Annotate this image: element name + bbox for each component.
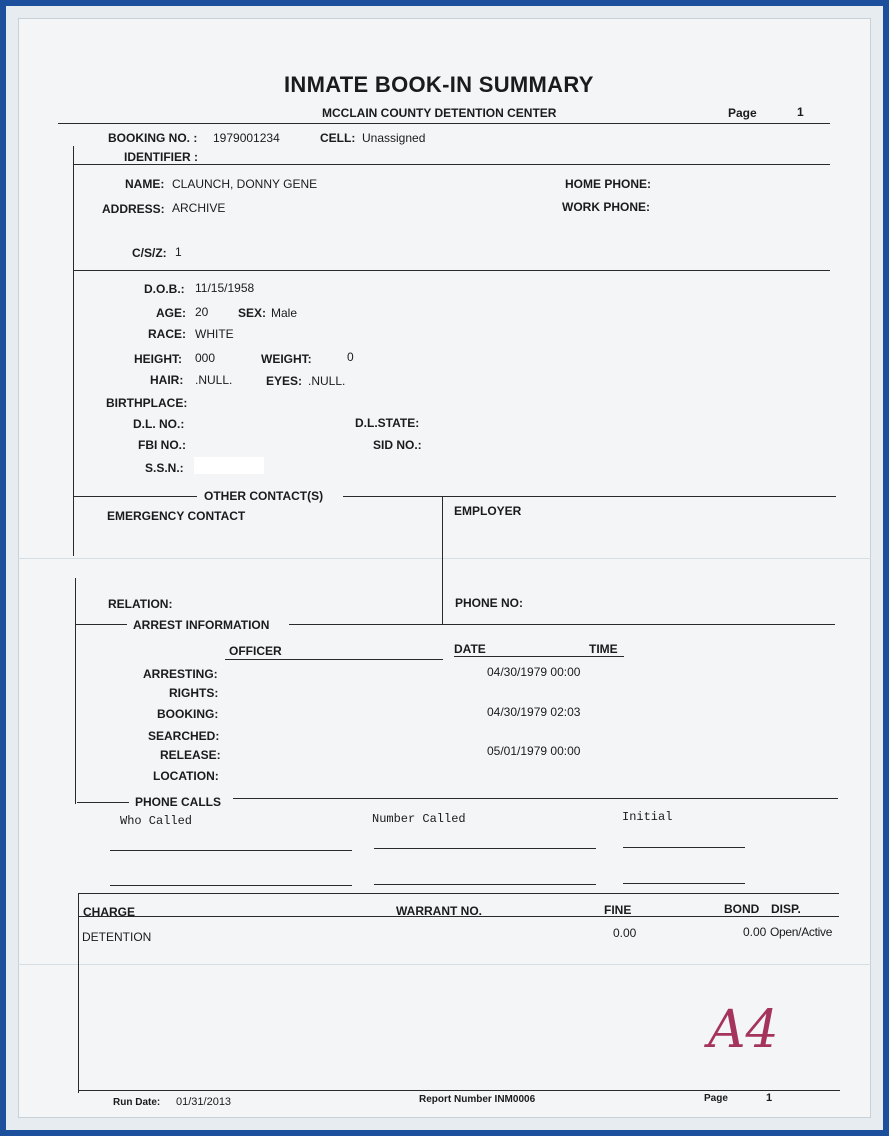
booking-datetime: 04/30/1979 02:03 (487, 705, 581, 719)
rule (73, 164, 830, 165)
rule (289, 624, 835, 625)
footer-page-label: Page (704, 1093, 728, 1104)
rule (78, 916, 839, 917)
left-border (73, 146, 74, 556)
initial-line (623, 847, 745, 848)
dob-label: D.O.B.: (144, 282, 185, 296)
run-date-label: Run Date: (113, 1097, 161, 1108)
work-phone-label: WORK PHONE: (562, 200, 650, 214)
searched-label: SEARCHED: (148, 729, 220, 743)
home-phone-label: HOME PHONE: (565, 177, 652, 191)
rights-label: RIGHTS: (169, 686, 219, 700)
rule (77, 802, 129, 803)
initial-line (623, 883, 745, 884)
arresting-datetime: 04/30/1979 00:00 (487, 665, 581, 679)
warrant-header: WARRANT NO. (396, 904, 482, 918)
eyes-value: .NULL. (308, 374, 346, 388)
facility-name: MCCLAIN COUNTY DETENTION CENTER (322, 106, 557, 120)
bond-header: BOND (724, 902, 760, 916)
fine-header: FINE (604, 903, 632, 917)
bond-cell: 0.00 (743, 925, 767, 939)
name-value: CLAUNCH, DONNY GENE (172, 177, 318, 191)
report-number: Report Number INM0006 (419, 1094, 536, 1105)
fbi-no-label: FBI NO.: (138, 438, 186, 452)
age-value: 20 (195, 305, 209, 319)
page-label: Page (728, 106, 757, 120)
ssn-redaction (194, 457, 264, 474)
fold-line (18, 558, 871, 559)
rule (343, 496, 836, 497)
other-contacts-title: OTHER CONTACT(S) (204, 489, 324, 503)
footer-page-number: 1 (766, 1092, 773, 1104)
relation-label: RELATION: (108, 597, 173, 611)
csz-value: 1 (175, 245, 182, 259)
emergency-contact-label: EMERGENCY CONTACT (107, 509, 246, 523)
hair-label: HAIR: (150, 373, 184, 387)
rule (75, 624, 127, 625)
eyes-label: EYES: (266, 374, 303, 388)
rule (78, 1090, 840, 1091)
rule (454, 656, 624, 657)
rule (78, 893, 839, 894)
dl-no-label: D.L. NO.: (133, 417, 185, 431)
height-label: HEIGHT: (134, 352, 182, 366)
weight-value: 0 (347, 350, 354, 364)
address-label: ADDRESS: (102, 202, 165, 216)
left-border (75, 578, 76, 628)
release-datetime: 05/01/1979 00:00 (487, 744, 581, 758)
arresting-label: ARRESTING: (143, 667, 218, 681)
number-called-line (374, 848, 596, 849)
document-page (18, 18, 871, 1118)
booking-label: BOOKING: (157, 707, 219, 721)
handwritten-annotation: A4 (708, 1000, 779, 1060)
employer-label: EMPLOYER (454, 504, 522, 518)
fold-line (18, 964, 871, 965)
who-called-header: Who Called (120, 814, 193, 828)
sid-no-label: SID NO.: (373, 438, 422, 452)
charge-header: CHARGE (83, 905, 136, 919)
booking-no-value: 1979001234 (213, 131, 280, 145)
age-label: AGE: (156, 306, 186, 320)
race-label: RACE: (148, 327, 186, 341)
date-header: DATE (454, 642, 486, 656)
height-value: 000 (195, 351, 216, 365)
document-title: INMATE BOOK-IN SUMMARY (284, 72, 594, 97)
sex-value: Male (271, 306, 298, 320)
birthplace-label: BIRTHPLACE: (106, 396, 188, 410)
disp-header: DISP. (771, 902, 801, 916)
charge-cell: DETENTION (82, 930, 152, 944)
location-label: LOCATION: (153, 769, 219, 783)
name-label: NAME: (125, 177, 165, 191)
dob-value: 11/15/1958 (195, 281, 255, 295)
column-divider (442, 496, 443, 624)
identifier-label: IDENTIFIER : (124, 150, 198, 164)
hair-value: .NULL. (195, 373, 233, 387)
ssn-label: S.S.N.: (145, 461, 184, 475)
number-called-header: Number Called (372, 812, 466, 826)
csz-label: C/S/Z: (132, 246, 167, 260)
rule (233, 798, 838, 799)
dl-state-label: D.L.STATE: (355, 416, 420, 430)
arrest-info-title: ARREST INFORMATION (133, 618, 270, 632)
race-value: WHITE (195, 327, 234, 341)
officer-header: OFFICER (229, 644, 282, 658)
rule (73, 270, 830, 271)
disp-cell: Open/Active (770, 925, 833, 939)
who-called-line (110, 850, 352, 851)
rule (73, 496, 197, 497)
left-border (78, 893, 79, 1093)
page-number: 1 (797, 105, 804, 119)
sex-label: SEX: (238, 306, 267, 320)
cell-label: CELL: (320, 131, 356, 145)
address-value: ARCHIVE (172, 201, 226, 215)
run-date-value: 01/31/2013 (176, 1096, 232, 1108)
rule (58, 123, 830, 124)
time-header: TIME (589, 642, 618, 656)
weight-label: WEIGHT: (261, 352, 312, 366)
booking-no-label: BOOKING NO. : (108, 131, 198, 145)
number-called-line (374, 884, 596, 885)
cell-value: Unassigned (362, 131, 426, 145)
left-border (75, 624, 76, 804)
rule (225, 659, 443, 660)
phone-no-label: PHONE NO: (455, 596, 524, 610)
phone-calls-title: PHONE CALLS (135, 795, 222, 809)
fine-cell: 0.00 (613, 926, 637, 940)
who-called-line (110, 885, 352, 886)
release-label: RELEASE: (160, 748, 221, 762)
initial-header: Initial (622, 810, 673, 824)
